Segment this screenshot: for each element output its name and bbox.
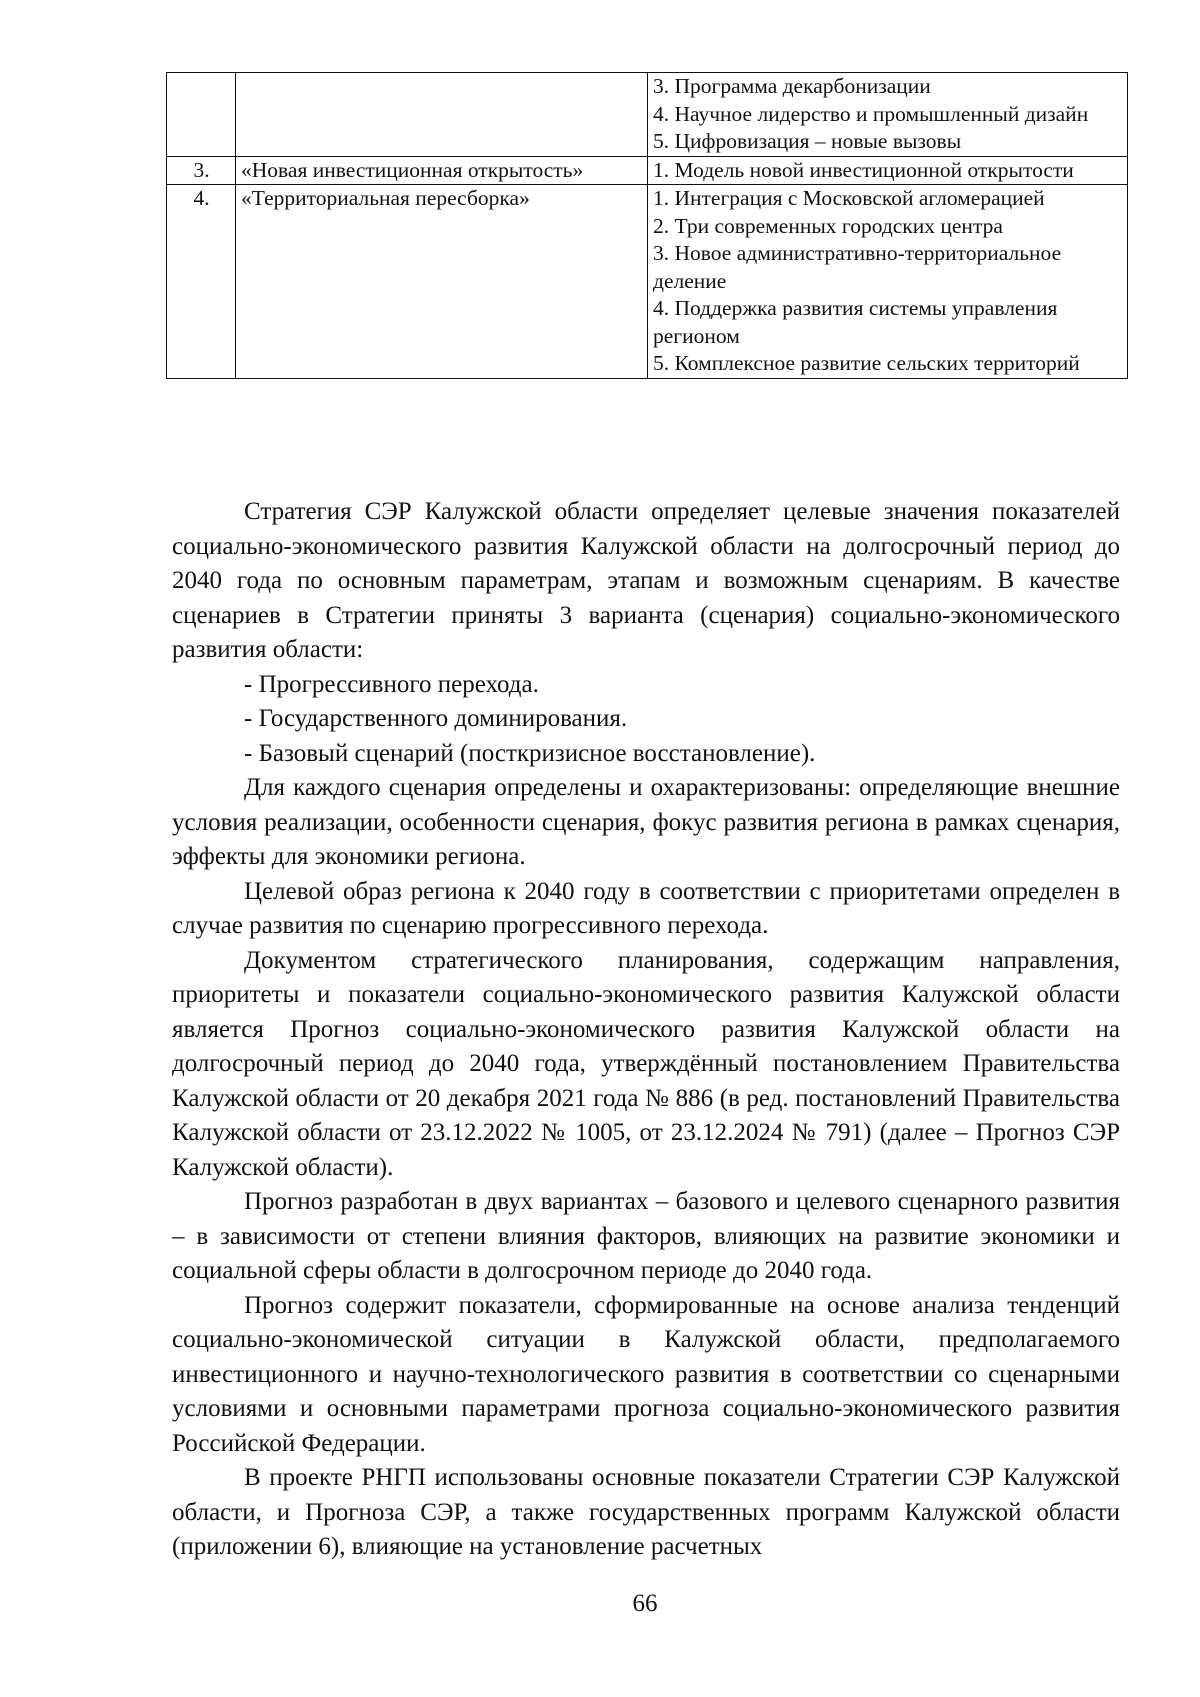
priorities-table xyxy=(166,72,1128,379)
paragraph: Документом стратегического планирования, содержащим направления, приоритеты и показатели социально-экономического развития Калужской области является Прогноз социально-экономического развития Калужской области на долгосрочный период до 2040 года, утверждённый постановлением Правительства Калужской области от 20 декабря 2021 года № 886 (в ред. постановлений Правительства Калужской области от 23.12.2022 № 1005, от 23.12.2024 № 791) (далее – Прогноз СЭР Калужской области). xyxy=(172,946,1120,1181)
scenario-list-item: - Прогрессивного перехода. xyxy=(244,670,539,698)
paragraph: Стратегия СЭР Калужской области определяет целевые значения показателей социально-экономического развития Калужской области на долгосрочный период до 2040 года по основным параметрам, этапам и возможным сценариям. В качестве сценариев в Стратегии приняты 3 варианта (сценария) социально-экономического развития области: xyxy=(172,498,1120,663)
row-name xyxy=(236,73,648,157)
table-row xyxy=(167,185,1128,379)
paragraph: Для каждого сценария определены и охарактеризованы: определяющие внешние условия реализации, особенности сценария, фокус развития региона в рамках сценария, эффекты для экономики региона. xyxy=(172,774,1120,870)
list-item: 5. Цифровизация – новые вызовы xyxy=(653,129,962,153)
row-number xyxy=(167,73,236,157)
list-item: 5. Комплексное развитие сельских территорий xyxy=(653,351,1080,375)
list-item: 3. Программа декарбонизации xyxy=(653,74,931,98)
row-number: 4. xyxy=(167,185,236,379)
page-number: 66 xyxy=(632,1590,658,1617)
list-item: 3. Новое административно-территориальное деление xyxy=(653,241,1062,293)
row-items xyxy=(648,185,1128,379)
paragraph: В проекте РНГП использованы основные показатели Стратегии СЭР Калужской области, и Прогноза СЭР, а также государственных программ Калужской области (приложении 6), влияющие на установление расчетных xyxy=(172,1464,1120,1560)
scenario-list-item: - Базовый сценарий (посткризисное восстановление). xyxy=(244,739,816,767)
row-number: 3. xyxy=(167,156,236,185)
paragraph: Прогноз содержит показатели, сформированные на основе анализа тенденций социально-экономической ситуации в Калужской области, предполагаемого инвестиционного и научно-технологического развития в соответствии со сценарными условиями и основными параметрами прогноза социально-экономического развития Российской Федерации. xyxy=(172,1291,1120,1457)
paragraph: Целевой образ региона к 2040 году в соответствии с приоритетами определен в случае развития по сценарию прогрессивного перехода. xyxy=(172,877,1120,939)
list-item: 1. Модель новой инвестиционной открытости xyxy=(653,157,1074,182)
scenario-list-item: - Государственного доминирования. xyxy=(244,705,628,732)
body-text xyxy=(172,495,1120,1565)
list-item: 2. Три современных городских центра xyxy=(653,213,1003,238)
list-item: 4. Научное лидерство и промышленный дизайн xyxy=(653,101,1089,126)
row-name: «Территориальная пересборка» xyxy=(236,185,648,379)
row-items xyxy=(648,73,1128,157)
list-item: 1. Интеграция с Московской агломерацией xyxy=(653,186,1045,210)
paragraph: Прогноз разработан в двух вариантах – базового и целевого сценарного развития – в зависимости от степени влияния факторов, влияющих на развитие экономики и социальной сферы области в долгосрочном периоде до 2040 года. xyxy=(172,1188,1120,1284)
list-item: 4. Поддержка развития системы управления регионом xyxy=(653,296,1058,348)
table-row xyxy=(167,73,1128,157)
row-name: «Новая инвестиционная открытость» xyxy=(236,156,648,185)
row-items xyxy=(648,156,1128,185)
table-row xyxy=(167,156,1128,185)
